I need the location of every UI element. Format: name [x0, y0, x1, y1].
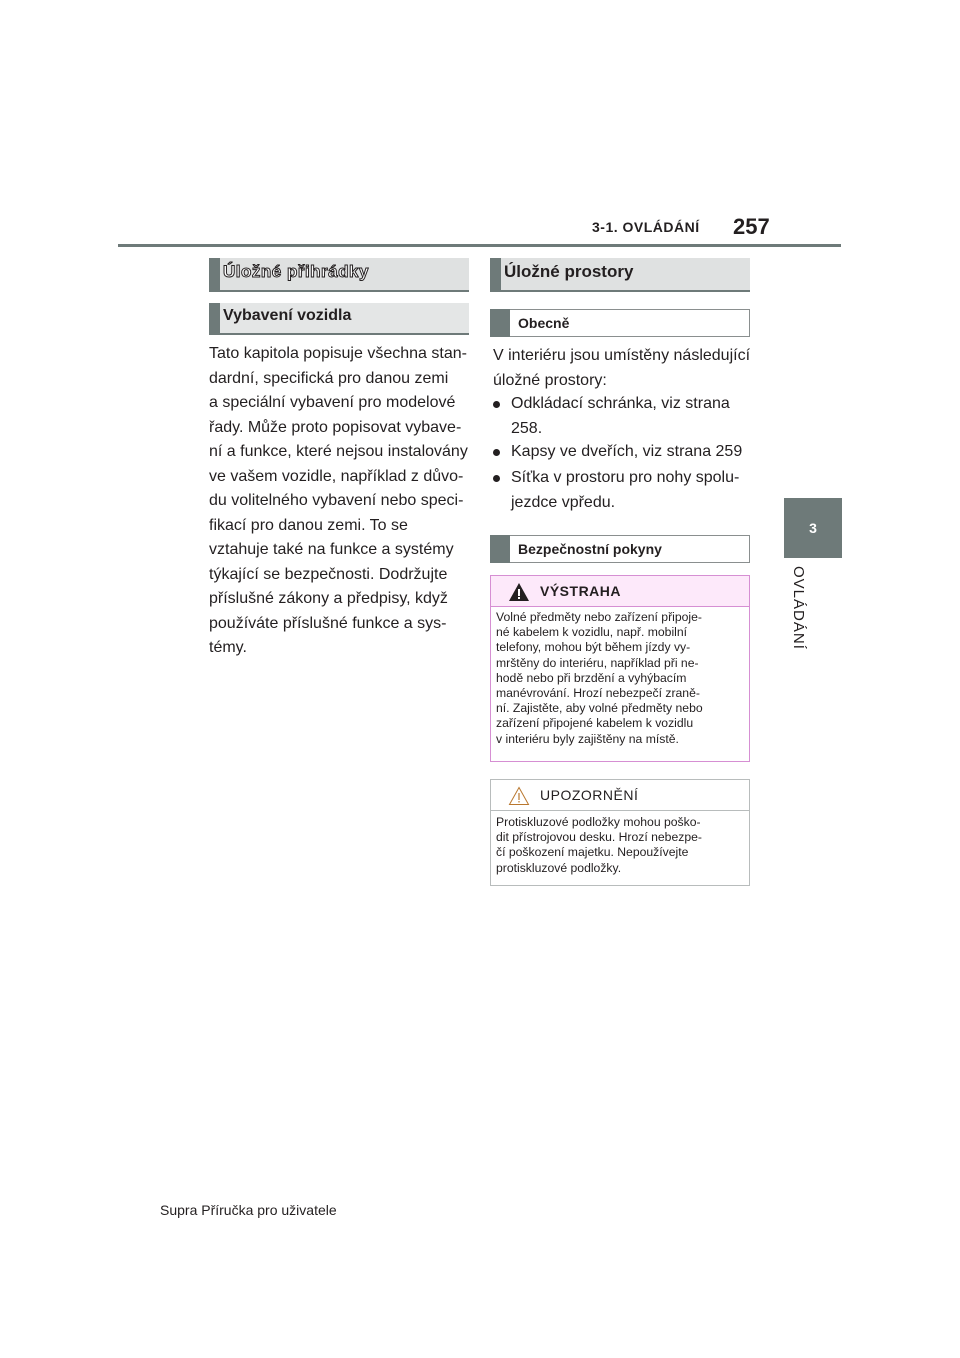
subheading-bar: [490, 535, 510, 563]
list-item-line: 258.: [511, 419, 543, 437]
notice-line: Protiskluzové podložky mohou poško-: [496, 815, 701, 829]
notice-box: [490, 779, 750, 886]
heading-storage-compartments: [209, 258, 469, 292]
subheading-bar: [209, 303, 220, 333]
notice-title: UPOZORNĚNÍ: [540, 787, 639, 803]
notice-line: protiskluzové podložky.: [496, 860, 622, 875]
list-item-line: jezdce vpředu.: [511, 493, 616, 511]
warning-box: [490, 575, 750, 762]
paragraph-line: řady. Může proto popisovat vybave-: [209, 418, 462, 436]
notice-text: [496, 815, 702, 876]
list-item-line: Kapsy ve dveřích, viz strana 259: [511, 443, 743, 460]
header-divider: [118, 244, 841, 247]
heading-text: Úložné přihrádky: [223, 262, 369, 281]
chapter-number: 3: [809, 520, 817, 536]
paragraph-line: vztahuje také na funkce a systémy: [209, 541, 454, 558]
subheading-text: Obecně: [518, 315, 570, 331]
paragraph-line: fikací pro danou zemi. To se: [209, 516, 408, 534]
warning-line: mrštěny do interiéru, například při ne-: [496, 655, 699, 670]
equipment-paragraph: [209, 342, 468, 661]
heading-text: Úložné prostory: [504, 262, 634, 281]
paragraph-line: týkající se bezpečnosti. Dodržujte: [209, 565, 448, 583]
heading-bar: [490, 258, 501, 290]
subheading-general: [490, 309, 750, 337]
paragraph-line: ve vašem vozidle, například z důvo-: [209, 467, 464, 485]
section-title: 3-1. OVLÁDÁNÍ: [592, 219, 700, 235]
paragraph-line: a speciální vybavení pro modelové: [209, 394, 456, 411]
warning-line: telefony, mohou být během jízdy vy-: [496, 640, 691, 655]
warning-text: [496, 610, 703, 747]
warning-triangle-filled-icon: [508, 582, 530, 602]
subheading-text: Vybavení vozidla: [223, 307, 352, 324]
chapter-label: OVLÁDÁNÍ: [790, 566, 807, 650]
page-number: 257: [733, 214, 770, 239]
bullet-dot: [493, 475, 500, 482]
footer-text: Supra Příručka pro uživatele: [160, 1202, 337, 1218]
general-intro: [493, 344, 750, 393]
list-item: [493, 466, 739, 515]
list-item: [493, 392, 730, 441]
warning-title: VÝSTRAHA: [540, 583, 622, 599]
warning-line: hodě nebo při brzdění a vyhýbacím: [496, 670, 687, 685]
list-item-line: Odkládací schránka, viz strana: [511, 395, 730, 412]
heading-storage-spaces: [490, 258, 750, 292]
subheading-bar: [490, 309, 510, 337]
warning-line: ní. Zajistěte, aby volné předměty nebo: [496, 701, 703, 716]
subheading-text: Bezpečnostní pokyny: [518, 541, 662, 557]
warning-header: [491, 576, 749, 607]
warning-line: v interiéru byly zajištěny na místě.: [496, 731, 679, 746]
paragraph-line: témy.: [209, 639, 247, 656]
subheading-safety: [490, 535, 750, 563]
paragraph-line: ní a funkce, které nejsou instalovány: [209, 443, 468, 460]
list-item: [493, 440, 742, 465]
warning-line: manévrování. Hrozí nebezpečí zraně-: [496, 686, 700, 701]
subheading-vehicle-equipment: [209, 303, 469, 335]
intro-line: V interiéru jsou umístěny následující: [493, 347, 751, 364]
paragraph-line: používáte příslušné funkce a sys-: [209, 614, 447, 632]
paragraph-line: příslušné zákony a předpisy, když: [209, 590, 448, 607]
bullet-dot: [493, 449, 500, 456]
notice-header: [491, 780, 749, 811]
paragraph-line: dardní, specifická pro danou zemi: [209, 369, 449, 387]
notice-line: čí poškození majetku. Nepoužívejte: [496, 845, 689, 860]
notice-line: dit přístrojovou desku. Hrozí nebezpe-: [496, 830, 702, 845]
warning-line: Volné předměty nebo zařízení připoje-: [496, 610, 702, 624]
bullet-dot: [493, 401, 500, 408]
caution-triangle-outline-icon: [508, 786, 530, 806]
warning-line: zařízení připojené kabelem k vozidlu: [496, 716, 694, 731]
chapter-tab: [784, 498, 842, 558]
intro-line: úložné prostory:: [493, 371, 607, 389]
warning-line: né kabelem k vozidlu, např. mobilní: [496, 625, 688, 640]
paragraph-line: Tato kapitola popisuje všechna stan-: [209, 345, 467, 362]
heading-bar: [209, 258, 220, 290]
list-item-line: Síťka v prostoru pro nohy spolu-: [511, 469, 740, 486]
paragraph-line: du volitelného vybavení nebo speci-: [209, 492, 464, 509]
